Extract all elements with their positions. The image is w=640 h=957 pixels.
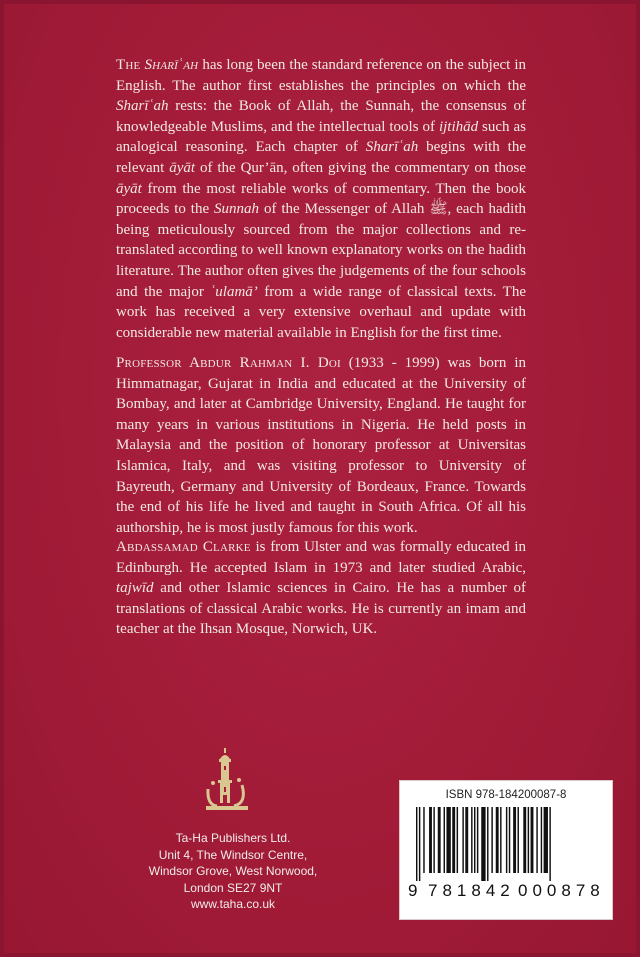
address-line: Windsor Grove, West Norwood, [148, 864, 318, 879]
publisher-name: Ta-Ha Publishers Ltd. [175, 831, 291, 845]
text-run: and other Islamic sciences in Cairo. He has a number of translations of classical Arabic works. He is currently an imam and teacher at the Ihsan Mosque, Norwich, UK. [116, 580, 526, 638]
ean-digit-group: 781842 [428, 881, 515, 900]
ean-digit-group: 000878 [518, 881, 605, 900]
book-description [116, 55, 526, 343]
text-run: begins with the relevant [116, 139, 526, 176]
publisher-website: www.taha.co.uk [190, 897, 276, 912]
text-run: from a wide range of classical texts. The work has received a very extensive overhaul and update with considerable new material available in English for the first time. [116, 283, 526, 341]
italic-term: ʿulamā’ [210, 283, 258, 300]
text-run: rests: the Book of Allah, the Sunnah, the consensus of knowledgeable Muslims, and the intellectual tools of [116, 98, 526, 135]
italic-term: Sharīʿah [365, 139, 419, 156]
italic-term: āyāt [169, 159, 196, 176]
author-name: Professor Abdur Rahman I. Doi [116, 355, 341, 371]
ean-digit-group: 9 [408, 881, 418, 900]
barcode-bars [414, 807, 600, 881]
title-word: Sharīʿah [144, 57, 199, 73]
publisher-logo-icon [203, 745, 251, 820]
isbn-barcode [399, 780, 613, 920]
text-run: of the Messenger of Allah ﷺ, each hadith being meticulously sourced from the major collections and re-translated according to well known explanatory works on the hadith literature. The author often gives the judgements of the four schools and the major [116, 201, 526, 300]
italic-term: āyāt [116, 180, 142, 197]
italic-term: Sunnah [214, 201, 260, 218]
italic-term: tajwīd [116, 580, 154, 597]
publisher-address [108, 830, 358, 913]
lead-word: The [116, 57, 141, 73]
text-run: such as analogical reasoning. Each chapter of [116, 118, 526, 156]
translator-bio [116, 537, 526, 640]
text-run: has long been the standard reference on the subject in English. The author first establishes the principles on which the [116, 57, 527, 94]
italic-term: Sharīʿah [116, 98, 169, 115]
italic-term: ijtihād [438, 118, 479, 135]
author-bio [116, 353, 526, 538]
text-run: (1933 - 1999) was born in Himmatnagar, Gujarat in India and educated at the University of Bombay, and later at Cambridge University, England. He taught for many years in various institutions in Nigeria. He held posts in Malaysia and the position of honorary professor at Universitas Islamica, Italy, and was visiting professor to University of Bayreuth, Germany and University of Bordeaux, France. Towards the end of his life he lived and taught in South Africa. Of all his authorship, he is most justly famous for this work. [116, 355, 526, 536]
text-run: from the most reliable works of commentary. Then the book proceeds to the [116, 180, 526, 218]
address-line: Unit 4, The Windsor Centre, [158, 847, 308, 862]
address-line: London SE27 9NT [183, 880, 283, 895]
translator-name: Abdassamad Clarke [116, 539, 251, 555]
text-run: is from Ulster and was formally educated in Edinburgh. He accepted Islam in 1973 and later studied Arabic, [116, 539, 527, 576]
isbn-label: ISBN 978-184200087-8 [445, 789, 567, 801]
text-run: of the Qur’ān, often giving the commentary on those [195, 159, 526, 176]
